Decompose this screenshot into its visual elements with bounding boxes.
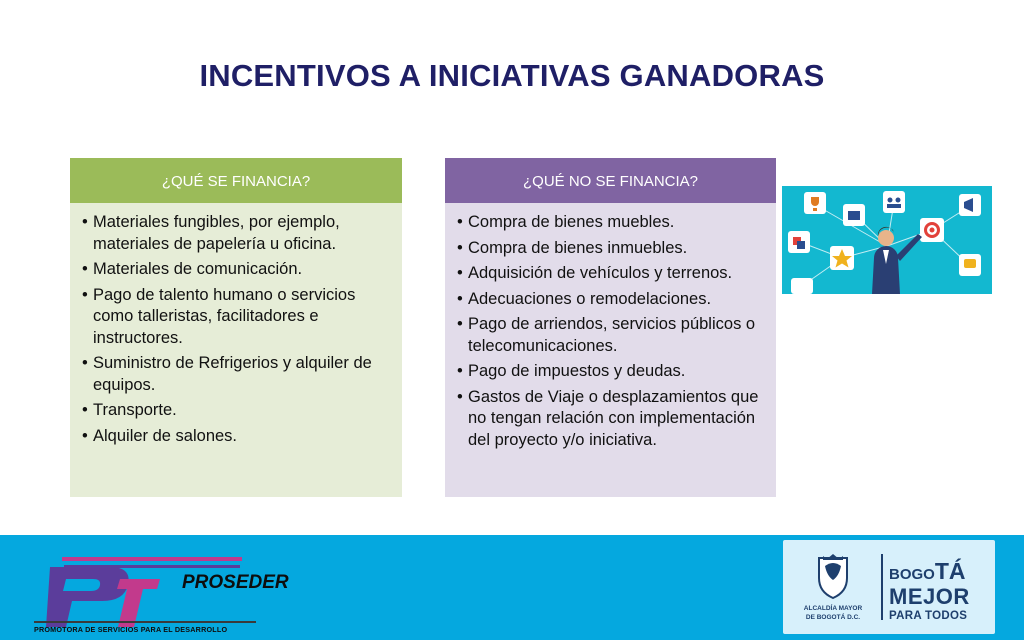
bogota-wordmark: BOGOTÁ	[889, 558, 966, 584]
list-item: • Adquisición de vehículos y terrenos.	[457, 263, 766, 285]
financia-body	[70, 203, 402, 497]
proseder-logo	[30, 545, 289, 637]
bogota-logo	[783, 540, 995, 634]
footer-band	[0, 535, 1024, 640]
mejor-wordmark: MEJOR	[889, 584, 970, 609]
proseder-name: PROSEDER	[182, 572, 289, 593]
no-financia-body	[445, 203, 776, 497]
proseder-tagline: PROMOTORA DE SERVICIOS PARA EL DESARROLLO	[34, 625, 228, 634]
list-item: • Materiales fungibles, por ejemplo, materiales de papelería u oficina.	[82, 212, 392, 255]
coat-of-arms-icon	[813, 552, 853, 600]
financia-card	[70, 158, 402, 497]
list-item: • Gastos de Viaje o desplazamientos que no tengan relación con implementación del proyecto y/o iniciativa.	[457, 387, 766, 452]
list-item: • Pago de talento humano o servicios como talleristas, facilitadores e instructores.	[82, 285, 392, 350]
list-item: • Compra de bienes inmuebles.	[457, 238, 766, 260]
no-financia-header: ¿QUÉ NO SE FINANCIA?	[445, 158, 776, 203]
slide-title: INCENTIVOS A INICIATIVAS GANADORAS	[199, 58, 825, 93]
logo-divider	[881, 554, 883, 620]
para-todos-wordmark: PARA TODOS	[889, 610, 968, 622]
list-item: • Compra de bienes muebles.	[457, 212, 766, 234]
list-item: • Alquiler de salones.	[82, 426, 392, 448]
list-item: • Pago de impuestos y deudas.	[457, 361, 766, 383]
no-financia-card	[445, 158, 776, 497]
network-icon	[782, 186, 992, 294]
business-network-illustration	[782, 186, 992, 294]
list-item: • Suministro de Refrigerios y alquiler de equipos.	[82, 353, 392, 396]
alcaldia-label: ALCALDÍA MAYOR DE BOGOTÁ D.C.	[803, 605, 863, 621]
list-item: • Materiales de comunicación.	[82, 259, 392, 281]
financia-header: ¿QUÉ SE FINANCIA?	[70, 158, 402, 203]
list-item: • Adecuaciones o remodelaciones.	[457, 289, 766, 311]
list-item: • Transporte.	[82, 400, 392, 422]
no-financia-list	[457, 212, 766, 451]
list-item: • Pago de arriendos, servicios públicos o telecomunicaciones.	[457, 314, 766, 357]
financia-list	[82, 212, 392, 447]
